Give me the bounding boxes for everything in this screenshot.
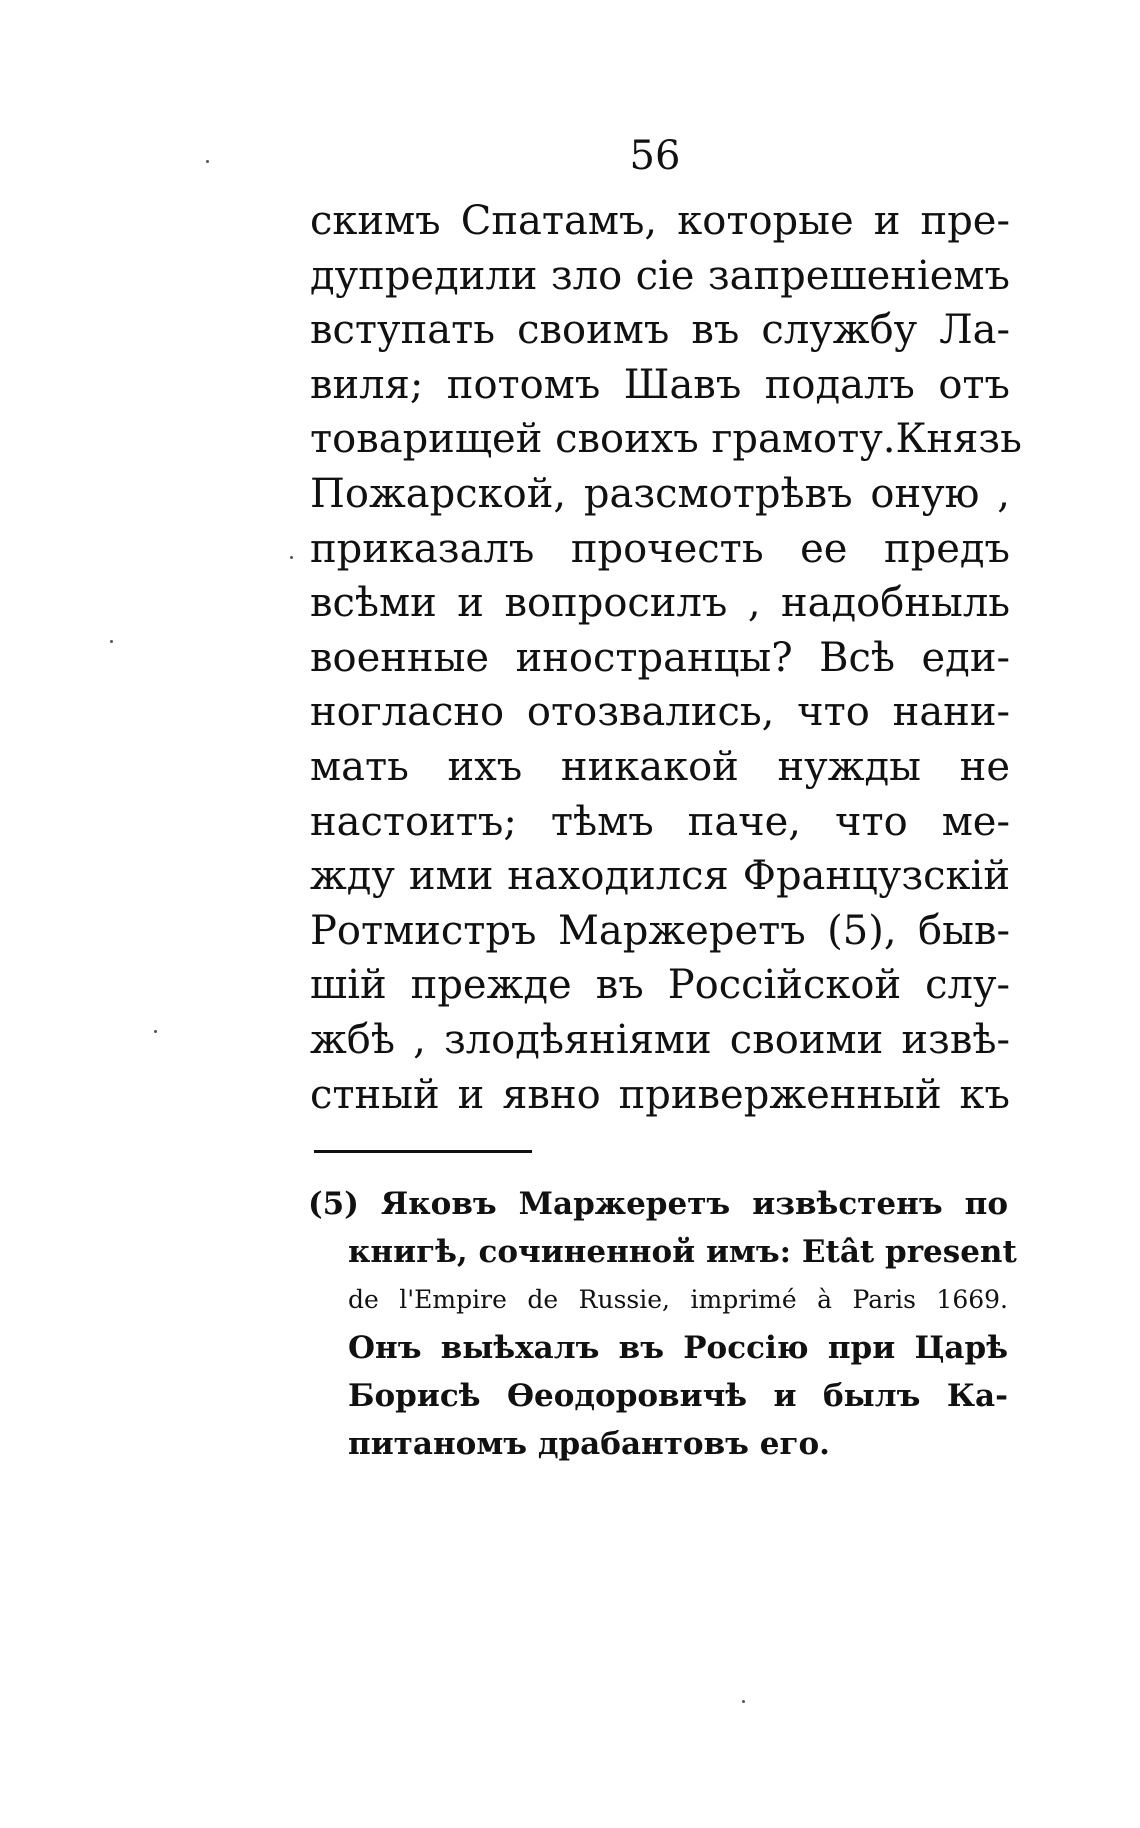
body-line: Пожарской, разсмотрѣвъ оную , bbox=[310, 470, 1010, 517]
footnote-line: питаномъ драбантовъ его. bbox=[348, 1426, 830, 1462]
footnote-line: (5) Яковъ Маржеретъ извѣстенъ по bbox=[308, 1186, 1008, 1222]
body-line: скимъ Спатамъ, которые и пре- bbox=[310, 198, 1010, 244]
body-line: стный и явно приверженный къ bbox=[310, 1071, 1010, 1118]
body-line: товарищей своихъ грамоту.Князь bbox=[310, 416, 1022, 463]
body-line: дупредили зло сіе запрешеніемъ bbox=[310, 252, 1010, 299]
body-line: всѣми и вопросилъ , надобныль bbox=[310, 580, 1010, 627]
body-line: мать ихъ никакой нужды не bbox=[310, 743, 1010, 790]
body-line: Ротмистръ Маржеретъ (5), быв- bbox=[310, 907, 1010, 954]
page-number: 56 bbox=[629, 133, 681, 179]
body-line: виля; потомъ Шавъ подалъ отъ bbox=[310, 361, 1010, 408]
scan-speck bbox=[206, 160, 209, 163]
body-line: военные иностранцы? Всѣ еди- bbox=[310, 634, 1010, 681]
footnote-line: de l'Empire de Russie, imprimé à Paris 1669. bbox=[348, 1285, 1008, 1314]
footnote-line: книгѣ, сочиненной имъ: Etât present bbox=[348, 1234, 1017, 1270]
footnote bbox=[308, 1180, 1017, 1468]
footnote-divider bbox=[314, 1150, 532, 1153]
body-text bbox=[310, 194, 1022, 1122]
body-line: шій прежде въ Россійской слу- bbox=[310, 962, 1010, 1009]
body-line: настоитъ; тѣмъ паче, что ме- bbox=[310, 798, 1010, 845]
body-line: жбѣ , злодѣяніями своими извѣ- bbox=[310, 1016, 1010, 1063]
scan-speck bbox=[290, 556, 293, 559]
scan-speck bbox=[742, 1700, 745, 1703]
footnote-line: Борисѣ Ѳеодоровичѣ и былъ Ка- bbox=[348, 1378, 1008, 1414]
scan-speck bbox=[110, 640, 113, 643]
body-line: ногласно отозвались, что нани- bbox=[310, 689, 1010, 736]
body-line: приказалъ прочесть ее предъ bbox=[310, 525, 1010, 572]
scan-speck bbox=[154, 1030, 157, 1033]
body-line: вступать своимъ въ службу Ла- bbox=[310, 307, 1010, 354]
footnote-line: Онъ выѣхалъ въ Россію при Царѣ bbox=[348, 1330, 1008, 1366]
body-line: жду ими находился Французскій bbox=[310, 853, 1010, 900]
